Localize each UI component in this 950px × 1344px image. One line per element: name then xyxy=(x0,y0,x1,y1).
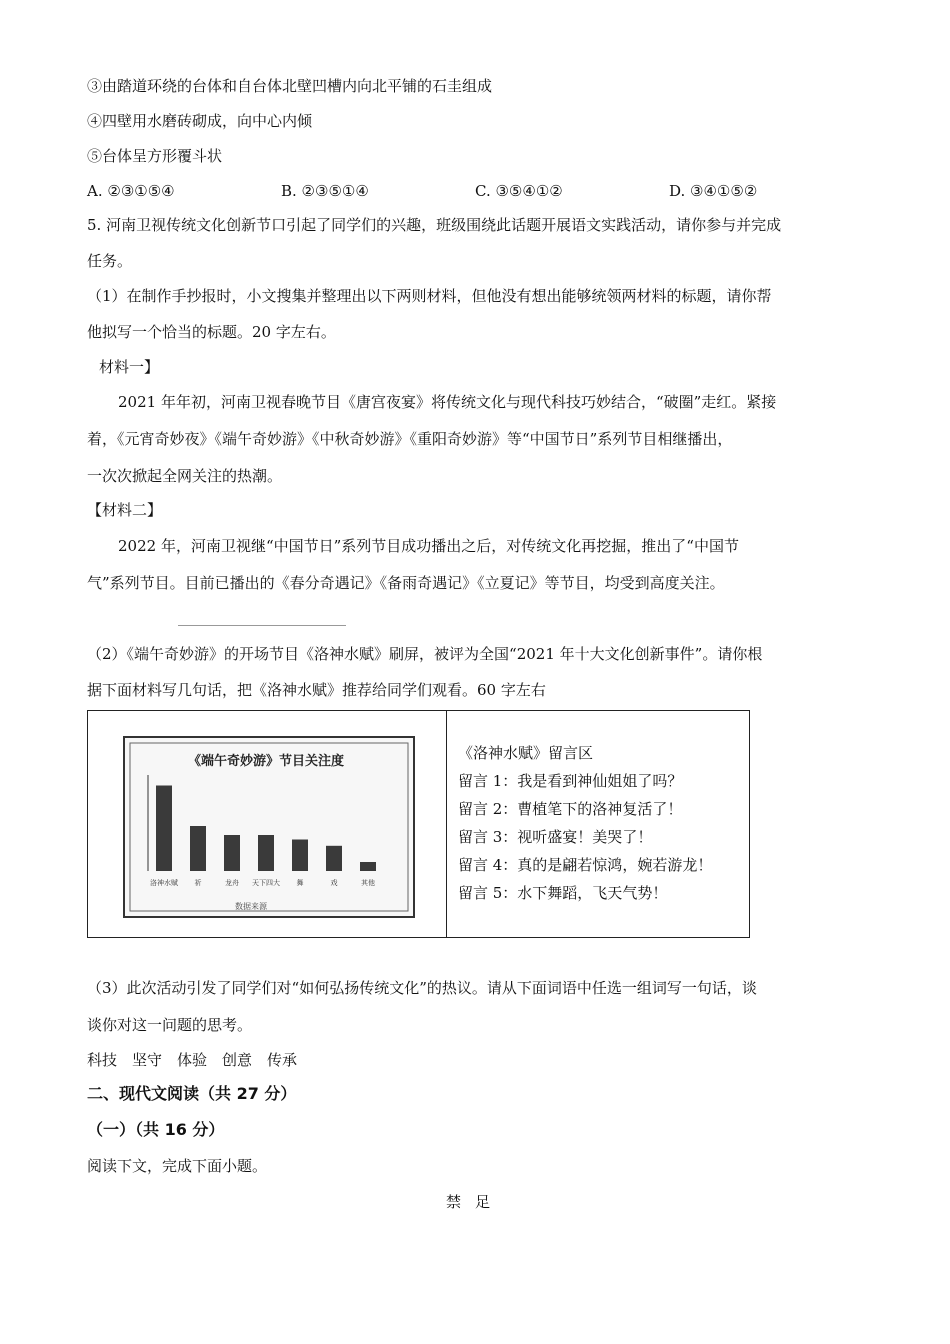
material-1-label: 材料一】 xyxy=(99,358,160,376)
comment-section xyxy=(458,739,712,907)
subsection-1-heading: （一）（共 16 分） xyxy=(87,1120,225,1139)
option-b: B. ②③⑤①④ xyxy=(281,182,369,200)
chart-category-label: 天下四大 xyxy=(252,879,280,887)
item-5: ⑤台体呈方形覆斗状 xyxy=(87,147,223,165)
question-5-line-2: 任务。 xyxy=(87,252,133,270)
part-2-line-2: 据下面材料写几句话，把《洛神水赋》推荐给同学们观看。60 字左右 xyxy=(87,681,546,699)
chart-bar xyxy=(326,846,342,871)
material-2-label: 【材料二】 xyxy=(87,501,163,519)
material-1-line-1: 2021 年年初，河南卫视春晚节目《唐宫夜宴》将传统文化与现代科技巧妙结合，“破圈”走红。紧接 xyxy=(118,393,777,411)
chart-bar xyxy=(224,835,240,871)
material-1-line-2: 着，《元宵奇妙夜》《端午奇妙游》《中秋奇妙游》《重阳奇妙游》等“中国节日”系列节目相继播出， xyxy=(87,430,733,448)
answer-blank-line xyxy=(178,625,346,626)
chart-bar xyxy=(258,835,274,871)
comment-3: 留言 3：视听盛宴！美哭了！ xyxy=(458,828,653,846)
table-divider xyxy=(446,711,447,937)
part-2-line-1: （2）《端午奇妙游》的开场节目《洛神水赋》刷屏，被评为全国“2021 年十大文化创新事件”。请你根 xyxy=(87,645,763,663)
chart-title: 《端午奇妙游》节目关注度 xyxy=(187,754,345,769)
chart-bar xyxy=(156,786,172,872)
material-1-line-3: 一次次掀起全网关注的热潮。 xyxy=(87,467,283,485)
reading-instruction: 阅读下文，完成下面小题。 xyxy=(87,1157,268,1175)
material-table xyxy=(87,710,750,938)
material-2-line-2: 气”系列节目。目前已播出的《春分奇遇记》《备雨奇遇记》《立夏记》等节目，均受到高度关注。 xyxy=(87,574,725,592)
option-d: D. ③④①⑤② xyxy=(669,182,758,200)
comment-4: 留言 4：真的是翩若惊鸿，婉若游龙！ xyxy=(458,856,713,874)
chart-category-label: 祈 xyxy=(194,879,202,887)
item-4: ④四壁用水磨砖砌成，向中心内倾 xyxy=(87,112,313,130)
chart-category-label: 戏 xyxy=(330,879,338,887)
chart-bar xyxy=(190,826,206,871)
option-c: C. ③⑤④①② xyxy=(475,182,563,200)
option-a: A. ②③①⑤④ xyxy=(87,182,175,200)
chart-category-label: 其他 xyxy=(361,879,375,887)
item-3: ③由踏道环绕的台体和自台体北壁凹槽内向北平铺的石圭组成 xyxy=(87,77,493,95)
chart-footer: 数据来源 xyxy=(235,902,267,911)
part-3-line-1: （3）此次活动引发了同学们对“如何弘扬传统文化”的热议。请从下面词语中任选一组词写一句话，谈 xyxy=(87,979,757,997)
section-2-heading: 二、现代文阅读（共 27 分） xyxy=(87,1084,297,1103)
word-group: 科技 坚守 体验 创意 传承 xyxy=(87,1051,298,1069)
part-1-line-2: 他拟写一个恰当的标题。20 字左右。 xyxy=(87,323,336,341)
chart-bar xyxy=(292,840,308,872)
material-2-line-1: 2022 年，河南卫视继“中国节日”系列节目成功播出之后，对传统文化再挖掘，推出了“中国节 xyxy=(118,537,739,555)
attention-bar-chart xyxy=(116,721,421,926)
part-1-line-1: （1）在制作手抄报时，小文搜集并整理出以下两则材料，但他没有想出能够统领两材料的标题，请你帮 xyxy=(87,287,772,305)
comment-5: 留言 5：水下舞蹈，飞天气势！ xyxy=(458,884,668,902)
comment-1: 留言 1：我是看到神仙姐姐了吗？ xyxy=(458,772,683,790)
comment-title: 《洛神水赋》留言区 xyxy=(458,744,594,762)
chart-bar xyxy=(360,862,376,871)
part-3-line-2: 谈你对这一问题的思考。 xyxy=(87,1016,253,1034)
chart-category-label: 舞 xyxy=(296,879,304,887)
comment-2: 留言 2：曹植笔下的洛神复活了！ xyxy=(458,800,683,818)
question-5-line-1: 5. 河南卫视传统文化创新节口引起了同学们的兴趣，班级围绕此话题开展语文实践活动，请你参与并完成 xyxy=(87,216,782,234)
chart-category-label: 龙舟 xyxy=(225,879,239,887)
article-title: 禁足 xyxy=(445,1193,504,1211)
chart-category-label: 洛神水赋 xyxy=(150,879,178,887)
